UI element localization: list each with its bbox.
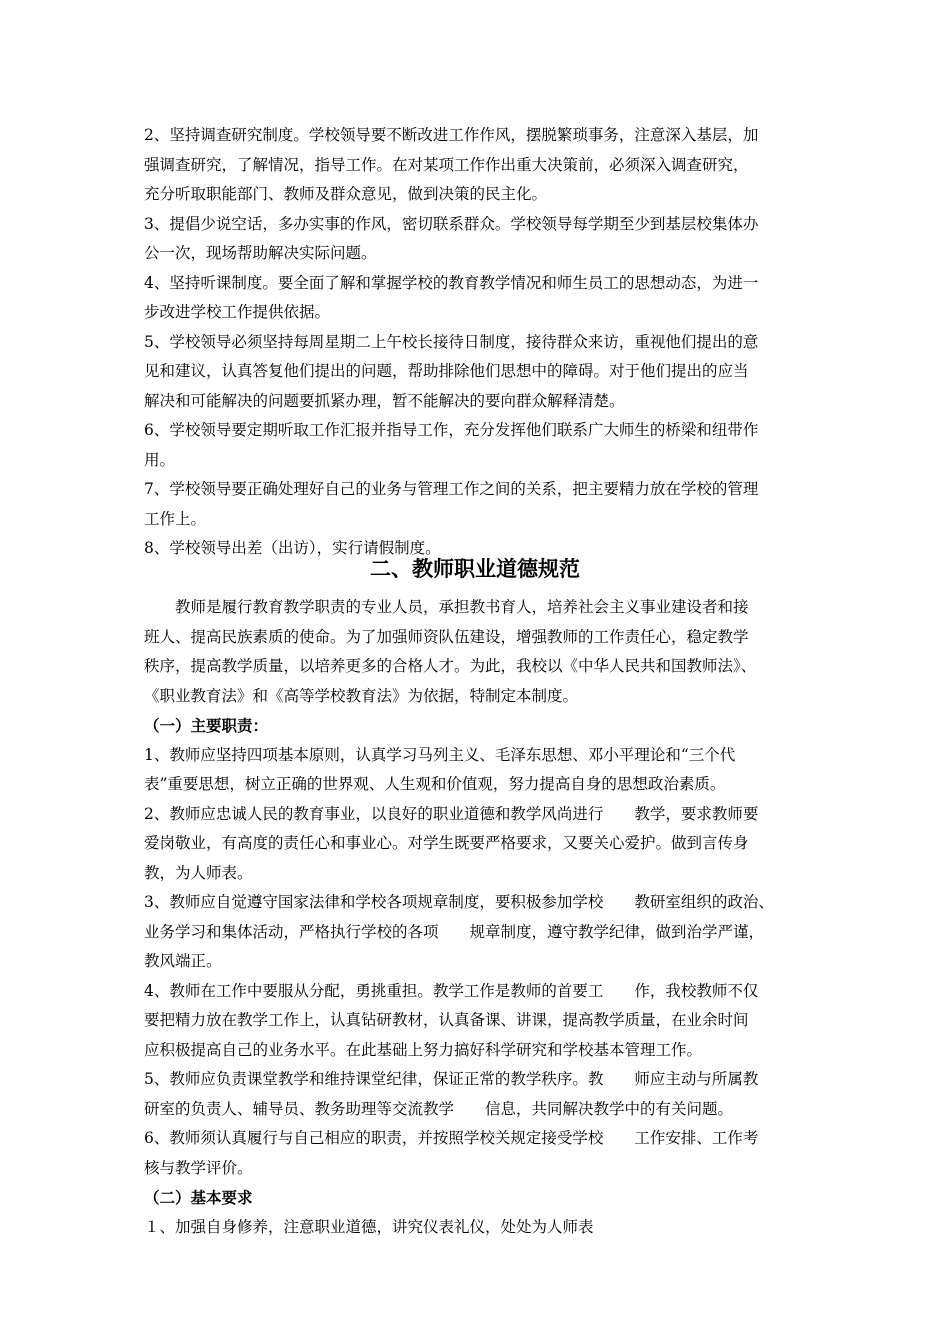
text-line: 教，为人师表。 (144, 863, 253, 882)
text-line: 3、提倡少说空话，多办实事的作风，密切联系群众。学校领导每学期至少到基层校集体办 (144, 214, 759, 233)
text-line: 应积极提高自己的业务水平。在此基础上努力搞好科学研究和学校基本管理工作。 (144, 1040, 703, 1059)
text-line: 解决和可能解决的问题要抓紧办理，暂不能解决的要向群众解释清楚。 (144, 391, 625, 410)
text-line: 4、教师在工作中要服从分配，勇挑重担。教学工作是教师的首要工 作，我校教师不仅 (144, 981, 759, 1000)
text-line: 2、坚持调查研究制度。学校领导要不断改进工作作风，摆脱繁琐事务，注意深入基层，加 (144, 126, 759, 144)
text-line: 充分听取职能部门、教师及群众意见，做到决策的民主化。 (144, 185, 548, 203)
subheading-duties: （一）主要职责： (144, 716, 269, 735)
text-line: 7、学校领导要正确处理好自己的业务与管理工作之间的关系，把主要精力放在学校的管理 (144, 480, 759, 498)
text-line: 公一次，现场帮助解决实际问题。 (144, 244, 377, 262)
text-line: 研室的负责人、辅导员、教务助理等交流教学 信息，共同解决教学中的有关问题。 (144, 1099, 734, 1118)
subheading-requirements: （二）基本要求 (144, 1188, 253, 1207)
text-line: 用。 (144, 450, 176, 469)
intro-line: 《职业教育法》和《高等学校教育法》为依据，特制定本制度。 (144, 686, 579, 705)
text-line: 6、学校领导要定期听取工作汇报并指导工作，充分发挥他们联系广大师生的桥梁和纽带作 (144, 421, 759, 439)
text-line: １、加强自身修养，注意职业道德，讲究仪表礼仪，处处为人师表 (144, 1217, 594, 1236)
text-line: 8、学校领导出差（出访），实行请假制度。 (144, 539, 441, 557)
intro-line: 教师是履行教育教学职责的专业人员，承担教书育人，培养社会主义事业建设者和接 (144, 598, 749, 616)
intro-line: 秩序，提高教学质量，以培养更多的合格人才。为此，我校以《中华人民共和国教师法》、 (144, 657, 757, 675)
text-line: 教风端正。 (144, 952, 222, 970)
intro-line: 班人、提高民族素质的使命。为了加强师资队伍建设，增强教师的工作责任心，稳定教学 (144, 627, 749, 646)
text-line: 核与教学评价。 (144, 1158, 253, 1177)
text-line: 爱岗敬业，有高度的责任心和事业心。对学生既要严格要求，又要关心爱护。做到言传身 (144, 834, 749, 852)
text-line: 表”重要思想，树立正确的世界观、人生观和价值观，努力提高自身的思想政治素质。 (144, 775, 726, 793)
text-line: 6、教师须认真履行与自己相应的职责，并按照学校关规定接受学校 工作安排、工作考 (144, 1129, 759, 1147)
text-line: 业务学习和集体活动，严格执行学校的各项 规章制度，遵守教学纪律，做到治学严谨， (144, 922, 765, 941)
text-line: 工作上。 (144, 509, 207, 528)
text-line: 5、学校领导必须坚持每周星期二上午校长接待日制度，接待群众来访，重视他们提出的意 (144, 332, 759, 351)
teacher-ethics-section (144, 593, 812, 1242)
text-line: 要把精力放在教学工作上，认真钻研教材，认真备课、讲课，提高教学质量，在业余时间 (144, 1011, 749, 1029)
leadership-rules-section (144, 121, 812, 564)
text-line: 4、坚持听课制度。要全面了解和掌握学校的教育教学情况和师生员工的思想动态，为进一 (144, 273, 759, 292)
text-line: 见和建议，认真答复他们提出的问题，帮助排除他们思想中的障碍。对于他们提出的应当 (144, 362, 749, 380)
text-line: 2、教师应忠诚人民的教育事业，以良好的职业道德和教学风尚进行 教学，要求教师要 (144, 804, 759, 823)
section-heading: 二、教师职业道德规范 (370, 557, 580, 581)
text-line: 5、教师应负责课堂教学和维持课堂纪律，保证正常的教学秩序。教 师应主动与所属教 (144, 1070, 759, 1088)
text-line: 步改进学校工作提供依据。 (144, 303, 331, 321)
text-line: 1、教师应坚持四项基本原则，认真学习马列主义、毛泽东思想、邓小平理论和“三个代 (144, 745, 736, 764)
text-line: 强调查研究，了解情况，指导工作。在对某项工作作出重大决策前，必须深入调查研究， (144, 155, 749, 174)
text-line: 3、教师应自觉遵守国家法律和学校各项规章制度，要积极参加学校 教研室组织的政治、 (144, 893, 774, 911)
